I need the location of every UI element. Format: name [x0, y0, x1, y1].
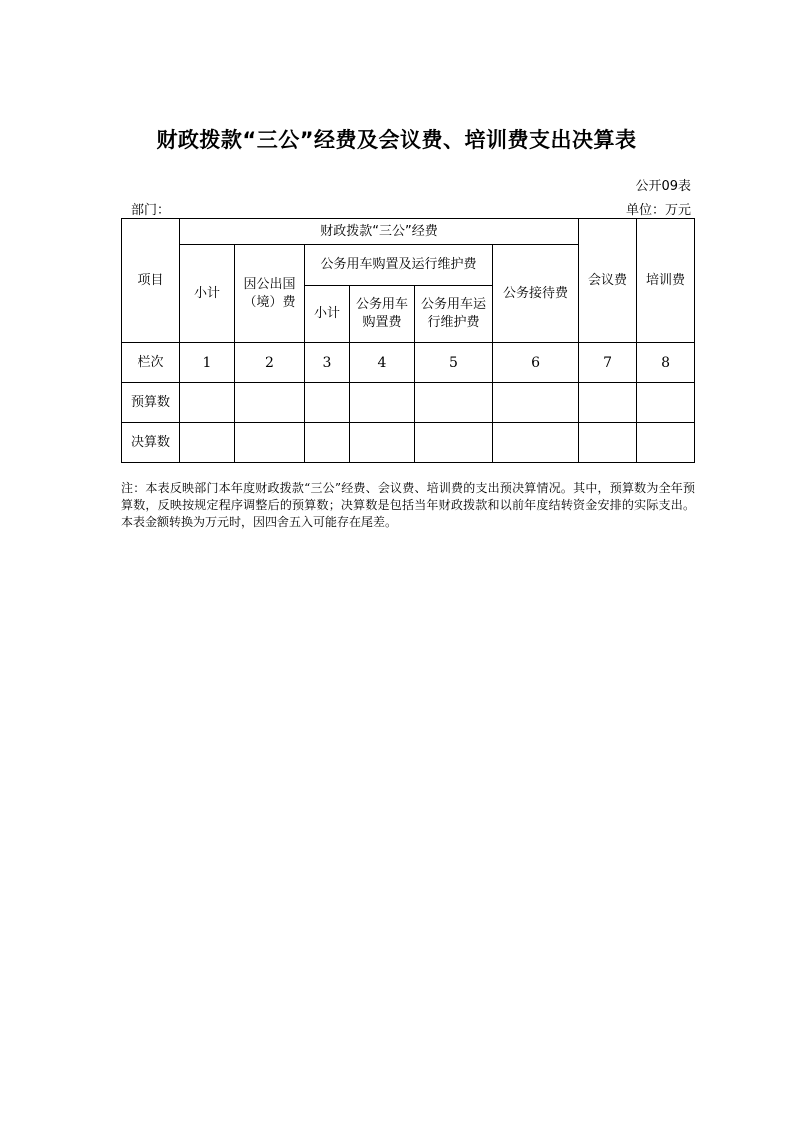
header-abroad: 因公出国（境）费	[235, 245, 305, 343]
table-cell	[350, 383, 415, 423]
table-cell	[305, 383, 350, 423]
column-number: 6	[493, 343, 579, 383]
table-cell	[180, 423, 235, 463]
table-cell	[493, 423, 579, 463]
column-row-label: 栏次	[122, 343, 180, 383]
row-label-budget: 预算数	[122, 383, 180, 423]
header-training: 培训费	[637, 219, 695, 343]
header-three-public-group: 财政拨款“三公”经费	[180, 219, 579, 245]
table-cell	[305, 423, 350, 463]
table-cell	[579, 383, 637, 423]
column-number: 5	[415, 343, 493, 383]
header-vehicle-operation: 公务用车运行维护费	[415, 286, 493, 343]
table-cell	[350, 423, 415, 463]
header-subtotal: 小计	[180, 245, 235, 343]
table-cell	[235, 383, 305, 423]
table-cell	[579, 423, 637, 463]
column-number: 2	[235, 343, 305, 383]
form-code: 公开09表	[635, 179, 691, 194]
footnote: 注：本表反映部门本年度财政拨款“三公”经费、会议费、培训费的支出预决算情况。其中，预算数为全年预算数，反映按规定程序调整后的预算数；决算数是包括当年财政拨款和以前年度结转资金安排的实际支出。本表金额转换为万元时，因四舍五入可能存在尾差。	[121, 481, 695, 529]
table-cell	[415, 423, 493, 463]
header-meeting: 会议费	[579, 219, 637, 343]
header-vehicle-group: 公务用车购置及运行维护费	[305, 245, 493, 286]
header-vehicle-subtotal: 小计	[305, 286, 350, 343]
table-cell	[493, 383, 579, 423]
column-number: 7	[579, 343, 637, 383]
table-cell	[637, 423, 695, 463]
table-cell	[415, 383, 493, 423]
table-cell	[637, 383, 695, 423]
unit-label: 单位：万元	[625, 203, 691, 218]
column-number-row	[122, 343, 695, 383]
table-cell	[235, 423, 305, 463]
table-cell	[180, 383, 235, 423]
column-number: 1	[180, 343, 235, 383]
header-item: 项目	[122, 219, 180, 343]
column-number: 4	[350, 343, 415, 383]
table-row	[122, 383, 695, 423]
header-vehicle-purchase: 公务用车购置费	[350, 286, 415, 343]
table-row	[122, 423, 695, 463]
budget-table	[121, 218, 695, 463]
department-label: 部门：	[131, 203, 171, 218]
row-label-final: 决算数	[122, 423, 180, 463]
page-title: 财政拨款“三公”经费及会议费、培训费支出决算表	[156, 128, 637, 152]
header-reception: 公务接待费	[493, 245, 579, 343]
column-number: 8	[637, 343, 695, 383]
column-number: 3	[305, 343, 350, 383]
